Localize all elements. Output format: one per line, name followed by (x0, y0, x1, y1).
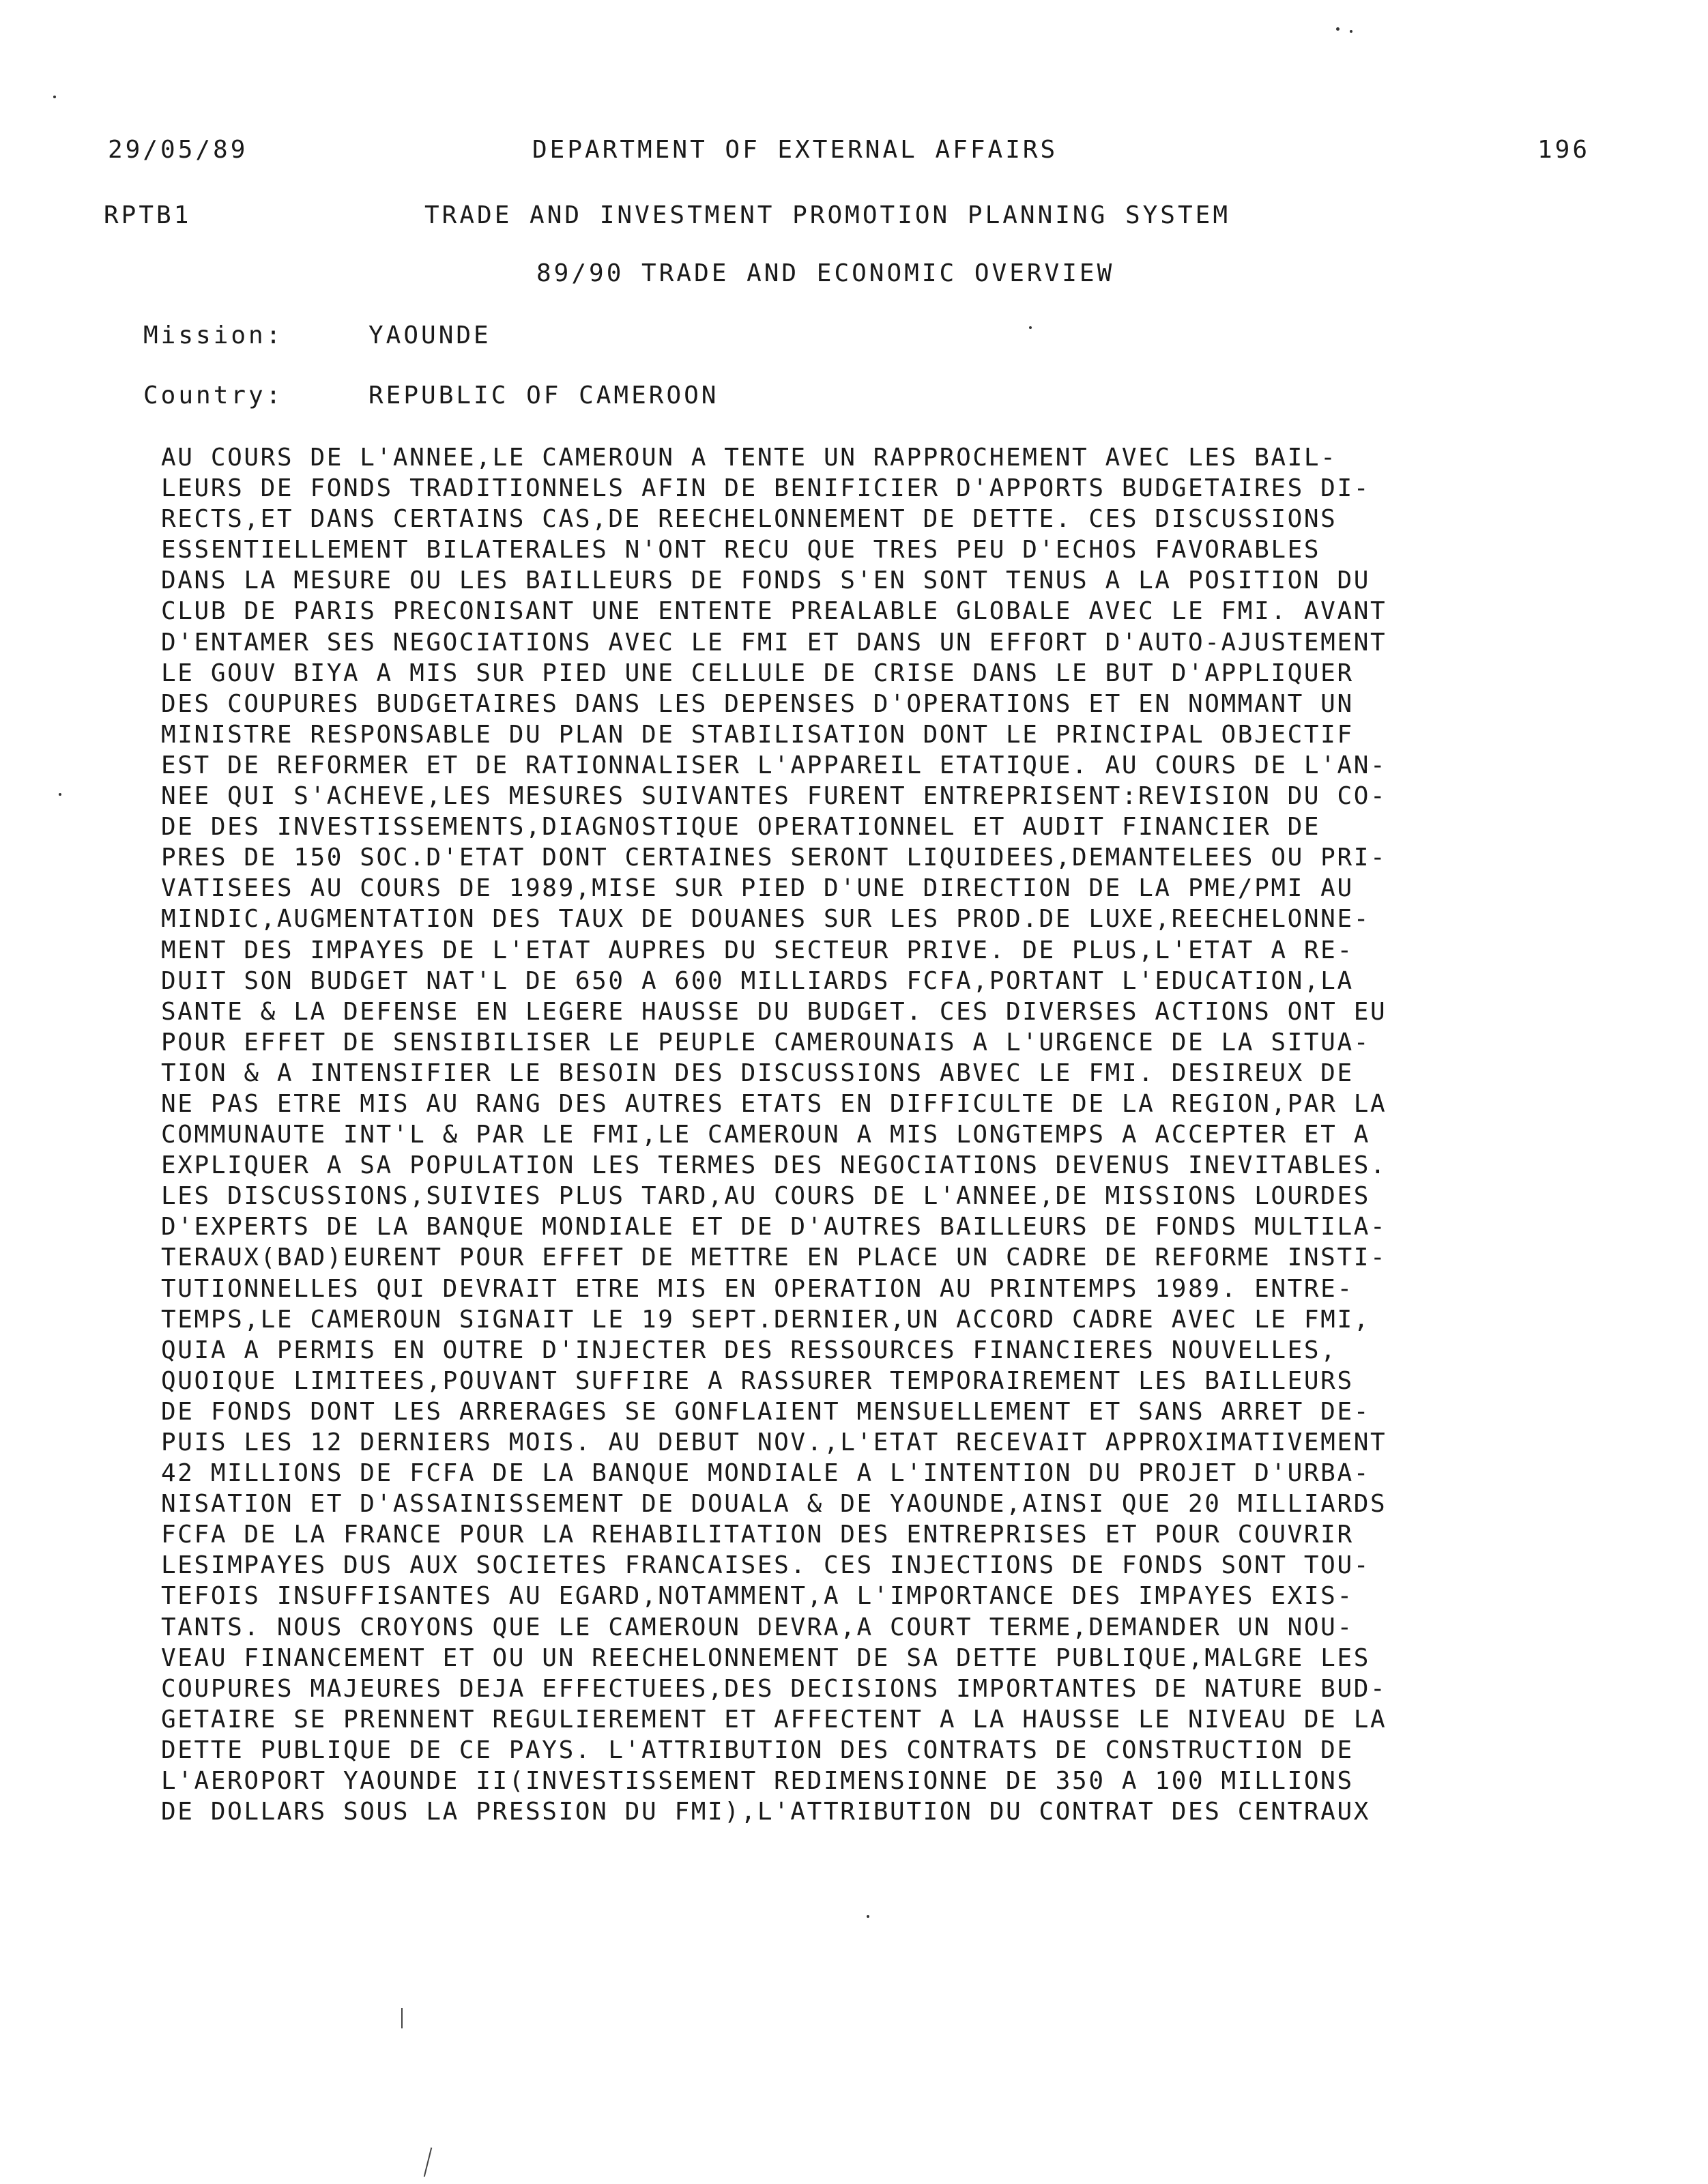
body-line: DANS LA MESURE OU LES BAILLEURS DE FONDS S'EN SONT TENUS A LA POSITION DU (161, 566, 1370, 595)
body-line: L'AEROPORT YAOUNDE II(INVESTISSEMENT REDIMENSIONNE DE 350 A 100 MILLIONS (161, 1767, 1354, 1796)
body-line: FCFA DE LA FRANCE POUR LA REHABILITATION DES ENTREPRISES ET POUR COUVRIR (161, 1521, 1354, 1549)
body-line: NEE QUI S'ACHEVE,LES MESURES SUIVANTES FURENT ENTREPRISENT:REVISION DU CO- (161, 782, 1387, 811)
country-value: REPUBLIC OF CAMEROON (368, 382, 719, 410)
scan-speck (867, 1915, 869, 1918)
scan-mark (401, 2008, 403, 2028)
body-line: D'EXPERTS DE LA BANQUE MONDIALE ET DE D'AUTRES BAILLEURS DE FONDS MULTILA- (161, 1213, 1387, 1241)
body-line: GETAIRE SE PRENNENT REGULIEREMENT ET AFFECTENT A LA HAUSSE LE NIVEAU DE LA (161, 1705, 1387, 1734)
body-line: LES DISCUSSIONS,SUIVIES PLUS TARD,AU COURS DE L'ANNEE,DE MISSIONS LOURDES (161, 1182, 1370, 1211)
scan-speck (1336, 27, 1340, 31)
body-line: LESIMPAYES DUS AUX SOCIETES FRANCAISES. CES INJECTIONS DE FONDS SONT TOU- (161, 1551, 1370, 1580)
body-line: TEFOIS INSUFFISANTES AU EGARD,NOTAMMENT,A L'IMPORTANCE DES IMPAYES EXIS- (161, 1582, 1354, 1611)
body-line: AU COURS DE L'ANNEE,LE CAMEROUN A TENTE UN RAPPROCHEMENT AVEC LES BAIL- (161, 444, 1337, 472)
body-line: 42 MILLIONS DE FCFA DE LA BANQUE MONDIALE A L'INTENTION DU PROJET D'URBA- (161, 1459, 1370, 1488)
body-line: DETTE PUBLIQUE DE CE PAYS. L'ATTRIBUTION DES CONTRATS DE CONSTRUCTION DE (161, 1736, 1354, 1764)
body-line: EST DE REFORMER ET DE RATIONNALISER L'APPAREIL ETATIQUE. AU COURS DE L'AN- (161, 751, 1387, 779)
body-line: MENT DES IMPAYES DE L'ETAT AUPRES DU SECTEUR PRIVE. DE PLUS,L'ETAT A RE- (161, 936, 1354, 964)
mission-label: Mission: (143, 321, 284, 349)
body-line: RECTS,ET DANS CERTAINS CAS,DE REECHELONNEMENT DE DETTE. CES DISCUSSIONS (161, 505, 1337, 534)
scan-speck (53, 96, 56, 98)
scan-speck (59, 793, 61, 796)
body-line: DES COUPURES BUDGETAIRES DANS LES DEPENSES D'OPERATIONS ET EN NOMMANT UN (161, 689, 1354, 718)
body-line: MINDIC,AUGMENTATION DES TAUX DE DOUANES SUR LES PROD.DE LUXE,REECHELONNE- (161, 905, 1370, 934)
body-line: LEURS DE FONDS TRADITIONNELS AFIN DE BENIFICIER D'APPORTS BUDGETAIRES DI- (161, 474, 1370, 503)
body-line: PRES DE 150 SOC.D'ETAT DONT CERTAINES SERONT LIQUIDEES,DEMANTELEES OU PRI- (161, 844, 1387, 872)
overview-title: 89/90 TRADE AND ECONOMIC OVERVIEW (536, 259, 1115, 287)
body-line: MINISTRE RESPONSABLE DU PLAN DE STABILISATION DONT LE PRINCIPAL OBJECTIF (161, 720, 1354, 749)
body-line: D'ENTAMER SES NEGOCIATIONS AVEC LE FMI ET DANS UN EFFORT D'AUTO-AJUSTEMENT (161, 628, 1387, 657)
body-line: NE PAS ETRE MIS AU RANG DES AUTRES ETATS EN DIFFICULTE DE LA REGION,PAR LA (161, 1089, 1387, 1118)
body-line: CLUB DE PARIS PRECONISANT UNE ENTENTE PREALABLE GLOBALE AVEC LE FMI. AVANT (161, 597, 1387, 626)
body-line: POUR EFFET DE SENSIBILISER LE PEUPLE CAMEROUNAIS A L'URGENCE DE LA SITUA- (161, 1028, 1370, 1057)
scan-mark (424, 2147, 433, 2176)
department-title: DEPARTMENT OF EXTERNAL AFFAIRS (532, 136, 1058, 164)
country-label: Country: (143, 382, 284, 410)
body-line: DE FONDS DONT LES ARRERAGES SE GONFLAIENT MENSUELLEMENT ET SANS ARRET DE- (161, 1397, 1370, 1426)
body-line: NISATION ET D'ASSAINISSEMENT DE DOUALA & DE YAOUNDE,AINSI QUE 20 MILLIARDS (161, 1490, 1387, 1519)
body-line: SANTE & LA DEFENSE EN LEGERE HAUSSE DU BUDGET. CES DIVERSES ACTIONS ONT EU (161, 997, 1387, 1026)
body-line: DUIT SON BUDGET NAT'L DE 650 A 600 MILLIARDS FCFA,PORTANT L'EDUCATION,LA (161, 966, 1354, 995)
body-line: PUIS LES 12 DERNIERS MOIS. AU DEBUT NOV.,L'ETAT RECEVAIT APPROXIMATIVEMENT (161, 1428, 1387, 1456)
scan-speck (1350, 30, 1352, 33)
body-line: COMMUNAUTE INT'L & PAR LE FMI,LE CAMEROUN A MIS LONGTEMPS A ACCEPTER ET A (161, 1121, 1370, 1149)
body-line: EXPLIQUER A SA POPULATION LES TERMES DES NEGOCIATIONS DEVENUS INEVITABLES. (161, 1151, 1387, 1180)
scan-speck (1029, 326, 1032, 329)
body-line: LE GOUV BIYA A MIS SUR PIED UNE CELLULE DE CRISE DANS LE BUT D'APPLIQUER (161, 659, 1354, 687)
body-line: QUIA A PERMIS EN OUTRE D'INJECTER DES RESSOURCES FINANCIERES NOUVELLES, (161, 1336, 1337, 1364)
page-number: 196 (1537, 136, 1591, 164)
mission-value: YAOUNDE (368, 321, 491, 349)
body-line: TEMPS,LE CAMEROUN SIGNAIT LE 19 SEPT.DERNIER,UN ACCORD CADRE AVEC LE FMI, (161, 1305, 1370, 1334)
body-line: QUOIQUE LIMITEES,POUVANT SUFFIRE A RASSURER TEMPORAIREMENT LES BAILLEURS (161, 1366, 1354, 1395)
body-line: TUTIONNELLES QUI DEVRAIT ETRE MIS EN OPERATION AU PRINTEMPS 1989. ENTRE- (161, 1274, 1354, 1303)
report-code: RPTB1 (104, 201, 192, 229)
body-line: VEAU FINANCEMENT ET OU UN REECHELONNEMENT DE SA DETTE PUBLIQUE,MALGRE LES (161, 1643, 1370, 1672)
body-line: TANTS. NOUS CROYONS QUE LE CAMEROUN DEVRA,A COURT TERME,DEMANDER UN NOU- (161, 1613, 1354, 1641)
body-line: COUPURES MAJEURES DEJA EFFECTUEES,DES DECISIONS IMPORTANTES DE NATURE BUD- (161, 1674, 1387, 1703)
body-line: DE DES INVESTISSEMENTS,DIAGNOSTIQUE OPERATIONNEL ET AUDIT FINANCIER DE (161, 813, 1321, 842)
overview-body-text (161, 442, 1553, 1827)
body-line: ESSENTIELLEMENT BILATERALES N'ONT RECU QUE TRES PEU D'ECHOS FAVORABLES (161, 536, 1321, 564)
body-line: DE DOLLARS SOUS LA PRESSION DU FMI),L'ATTRIBUTION DU CONTRAT DES CENTRAUX (161, 1798, 1370, 1826)
body-line: VATISEES AU COURS DE 1989,MISE SUR PIED D'UNE DIRECTION DE LA PME/PMI AU (161, 874, 1354, 903)
body-line: TION & A INTENSIFIER LE BESOIN DES DISCUSSIONS ABVEC LE FMI. DESIREUX DE (161, 1059, 1354, 1087)
system-title: TRADE AND INVESTMENT PROMOTION PLANNING SYSTEM (424, 201, 1230, 229)
body-line: TERAUX(BAD)EURENT POUR EFFET DE METTRE EN PLACE UN CADRE DE REFORME INSTI- (161, 1244, 1387, 1272)
report-date: 29/05/89 (108, 136, 248, 164)
